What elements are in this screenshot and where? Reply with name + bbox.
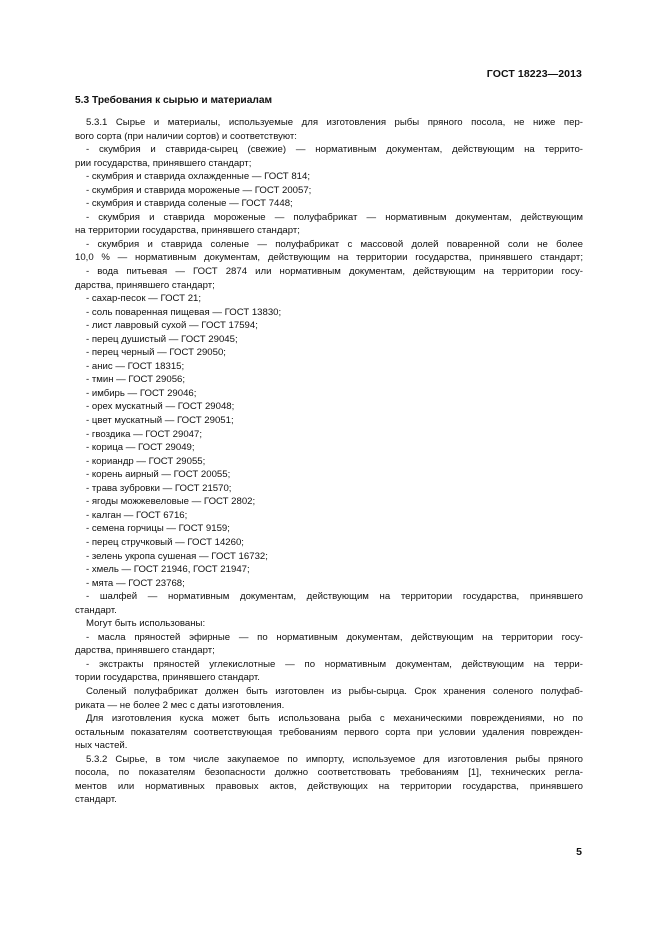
text-line: стандарт. [75,604,117,616]
text-line: риката — не более 2 мес с даты изготовления. [75,699,285,711]
text-line: - гвоздика — ГОСТ 29047; [86,428,202,440]
text-line: ментов или нормативных правовых актов, действующих на территории государства, принявшего [75,780,583,792]
text-line: 5.3.2 Сырье, в том числе закупаемое по импорту, используемое для изготовления рыбы пряного [86,753,583,765]
text-line: - скумбрия и ставрида охлажденные — ГОСТ 814; [86,171,311,183]
text-line: остальным показателям соответствующая требованиям первого сорта при условии удаления поврежден- [75,726,583,738]
section-title: 5.3 Требования к сырью и материалам [75,95,273,106]
text-line: - ягоды можжевеловые — ГОСТ 2802; [86,496,256,508]
text-line: - соль поваренная пищевая — ГОСТ 13830; [86,306,282,318]
text-line: - мята — ГОСТ 23768; [86,577,185,589]
document-body [75,94,583,807]
text-line: Соленый полуфабрикат должен быть изготовлен из рыбы-сырца. Срок хранения соленого полуфаб- [86,685,583,697]
text-line: - орех мускатный — ГОСТ 29048; [86,401,235,413]
text-line: - скумбрия и ставрида мороженые — полуфабрикат — нормативным документам, действующим [86,211,583,223]
text-line: - шалфей — нормативным документам, действующим на территории государства, принявшего [86,591,583,603]
text-line: - имбирь — ГОСТ 29046; [86,387,197,399]
text-line: - калган — ГОСТ 6716; [86,509,188,521]
text-line: - скумбрия и ставрида соленые — полуфабрикат с массовой долей поваренной соли не более [86,238,583,250]
text-line: - зелень укропа сушеная — ГОСТ 16732; [86,550,268,562]
text-line: - скумбрия и ставрида соленые — ГОСТ 7448; [86,198,293,210]
text-line: рии государства, принявшего стандарт; [75,157,252,169]
text-line: - лист лавровый сухой — ГОСТ 17594; [86,320,258,332]
text-line: - корица — ГОСТ 29049; [86,442,195,454]
text-line: - скумбрия и ставрида-сырец (свежие) — нормативным документам, действующим на террито- [86,144,583,156]
text-line: - вода питьевая — ГОСТ 2874 или нормативным документам, действующим на территории госу- [86,266,583,278]
text-line: - кориандр — ГОСТ 29055; [86,455,206,467]
text-line: посола, по показателям безопасности должно соответствовать требованиям [1], технических регла- [75,767,583,779]
text-line: - перец стручковый — ГОСТ 14260; [86,536,244,548]
text-line: - масла пряностей эфирные — по нормативным документам, действующим на территории госу- [86,631,583,643]
text-line: Могут быть использованы: [86,618,206,630]
text-line: стандарт. [75,794,117,806]
text-line: 10,0 % — нормативным документам, действующим на территории государства, принявшего стандарт; [75,252,583,264]
page-number: 5 [576,846,582,858]
text-line: - трава зубровки — ГОСТ 21570; [86,482,232,494]
text-line: - перец душистый — ГОСТ 29045; [86,333,238,345]
text-line: - хмель — ГОСТ 21946, ГОСТ 21947; [86,564,250,576]
text-line: дарства, принявшего стандарт; [75,645,215,657]
text-line: - тмин — ГОСТ 29056; [86,374,186,386]
text-line: - скумбрия и ставрида мороженые — ГОСТ 20057; [86,184,312,196]
text-line: вого сорта (при наличии сортов) и соответствуют: [75,130,297,142]
text-line: - анис — ГОСТ 18315; [86,360,185,372]
text-line: ных частей. [75,740,128,752]
text-line: - цвет мускатный — ГОСТ 29051; [86,415,234,427]
text-line: 5.3.1 Сырье и материалы, используемые для изготовления рыбы пряного посола, не ниже пер- [86,117,583,128]
text-line: - корень аирный — ГОСТ 20055; [86,469,231,481]
document-code-header: ГОСТ 18223—2013 [486,68,582,80]
text-line: на территории государства, принявшего стандарт; [75,225,300,237]
paragraph-lines [75,116,583,807]
text-line: дарства, принявшего стандарт; [75,279,215,291]
text-line: тории государства, принявшего стандарт. [75,672,260,684]
text-line: - экстракты пряностей углекислотные — по нормативным документам, действующим на терри- [86,658,583,670]
text-line: Для изготовления куска может быть использована рыба с механическими повреждениями, но по [86,713,583,725]
text-line: - перец черный — ГОСТ 29050; [86,347,226,359]
text-line: - сахар-песок — ГОСТ 21; [86,293,202,305]
text-line: - семена горчицы — ГОСТ 9159; [86,523,230,535]
